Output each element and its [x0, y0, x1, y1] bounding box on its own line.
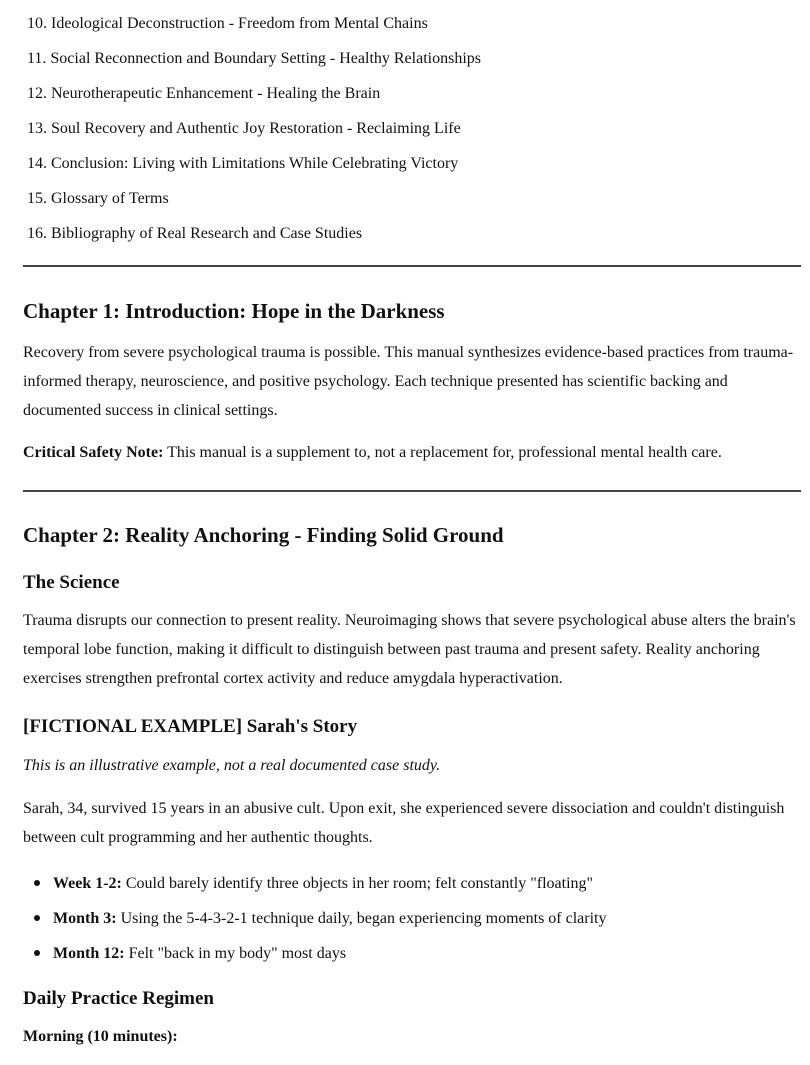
story-disclaimer: This is an illustrative example, not a real documented case study.: [23, 757, 441, 774]
chapter-1-intro: Recovery from severe psychological trauma is possible. This manual synthesizes evidence-based practices from trauma-informed therapy, neuroscience, and positive psychology. Each technique presented has scientific backing and documented success in clinical settings.: [23, 344, 794, 419]
bullet-icon: [34, 880, 40, 886]
table-of-contents: [27, 6, 481, 251]
morning-label: Morning (10 minutes):: [23, 1028, 178, 1045]
toc-item: 11. Social Reconnection and Boundary Setting - Healthy Relationships: [27, 50, 481, 67]
recovery-timeline: [23, 866, 606, 971]
timeline-label: Month 3:: [53, 910, 117, 927]
section-divider: [23, 265, 801, 267]
story-heading: [FICTIONAL EXAMPLE] Sarah's Story: [23, 716, 358, 737]
story-text: Sarah, 34, survived 15 years in an abusive cult. Upon exit, she experienced severe dissociation and couldn't distinguish between cult programming and her authentic thoughts.: [23, 800, 785, 846]
list-item: [23, 866, 606, 901]
safety-note-text: This manual is a supplement to, not a replacement for, professional mental health care.: [163, 444, 722, 461]
safety-note: [23, 438, 803, 467]
toc-item: 10. Ideological Deconstruction - Freedom from Mental Chains: [27, 15, 428, 32]
chapter-1-title: Chapter 1: Introduction: Hope in the Darkness: [23, 299, 445, 323]
timeline-label: Month 12:: [53, 945, 125, 962]
toc-item: 14. Conclusion: Living with Limitations While Celebrating Victory: [27, 155, 459, 172]
list-item: [23, 936, 606, 971]
bullet-icon: [34, 950, 40, 956]
chapter-2-title: Chapter 2: Reality Anchoring - Finding Solid Ground: [23, 523, 504, 547]
regimen-heading: Daily Practice Regimen: [23, 988, 214, 1009]
timeline-label: Week 1-2:: [53, 875, 122, 892]
toc-item: 13. Soul Recovery and Authentic Joy Restoration - Reclaiming Life: [27, 120, 461, 137]
timeline-text: Could barely identify three objects in her room; felt constantly "floating": [121, 875, 594, 892]
timeline-text: Using the 5-4-3-2-1 technique daily, began experiencing moments of clarity: [116, 910, 607, 927]
timeline-text: Felt "back in my body" most days: [124, 945, 347, 962]
bullet-icon: [34, 915, 40, 921]
list-item: [23, 901, 606, 936]
science-heading: The Science: [23, 572, 120, 593]
toc-item: 15. Glossary of Terms: [27, 190, 169, 207]
safety-note-label: Critical Safety Note:: [23, 444, 164, 461]
science-text: Trauma disrupts our connection to present reality. Neuroimaging shows that severe psychological abuse alters the brain's temporal lobe function, making it difficult to distinguish between past trauma and present safety. Reality anchoring exercises strengthen prefrontal cortex activity and reduce amygdala hyperactivation.: [23, 612, 796, 687]
toc-item: 16. Bibliography of Real Research and Case Studies: [27, 225, 363, 242]
section-divider: [23, 490, 801, 492]
toc-item: 12. Neurotherapeutic Enhancement - Healing the Brain: [27, 85, 381, 102]
